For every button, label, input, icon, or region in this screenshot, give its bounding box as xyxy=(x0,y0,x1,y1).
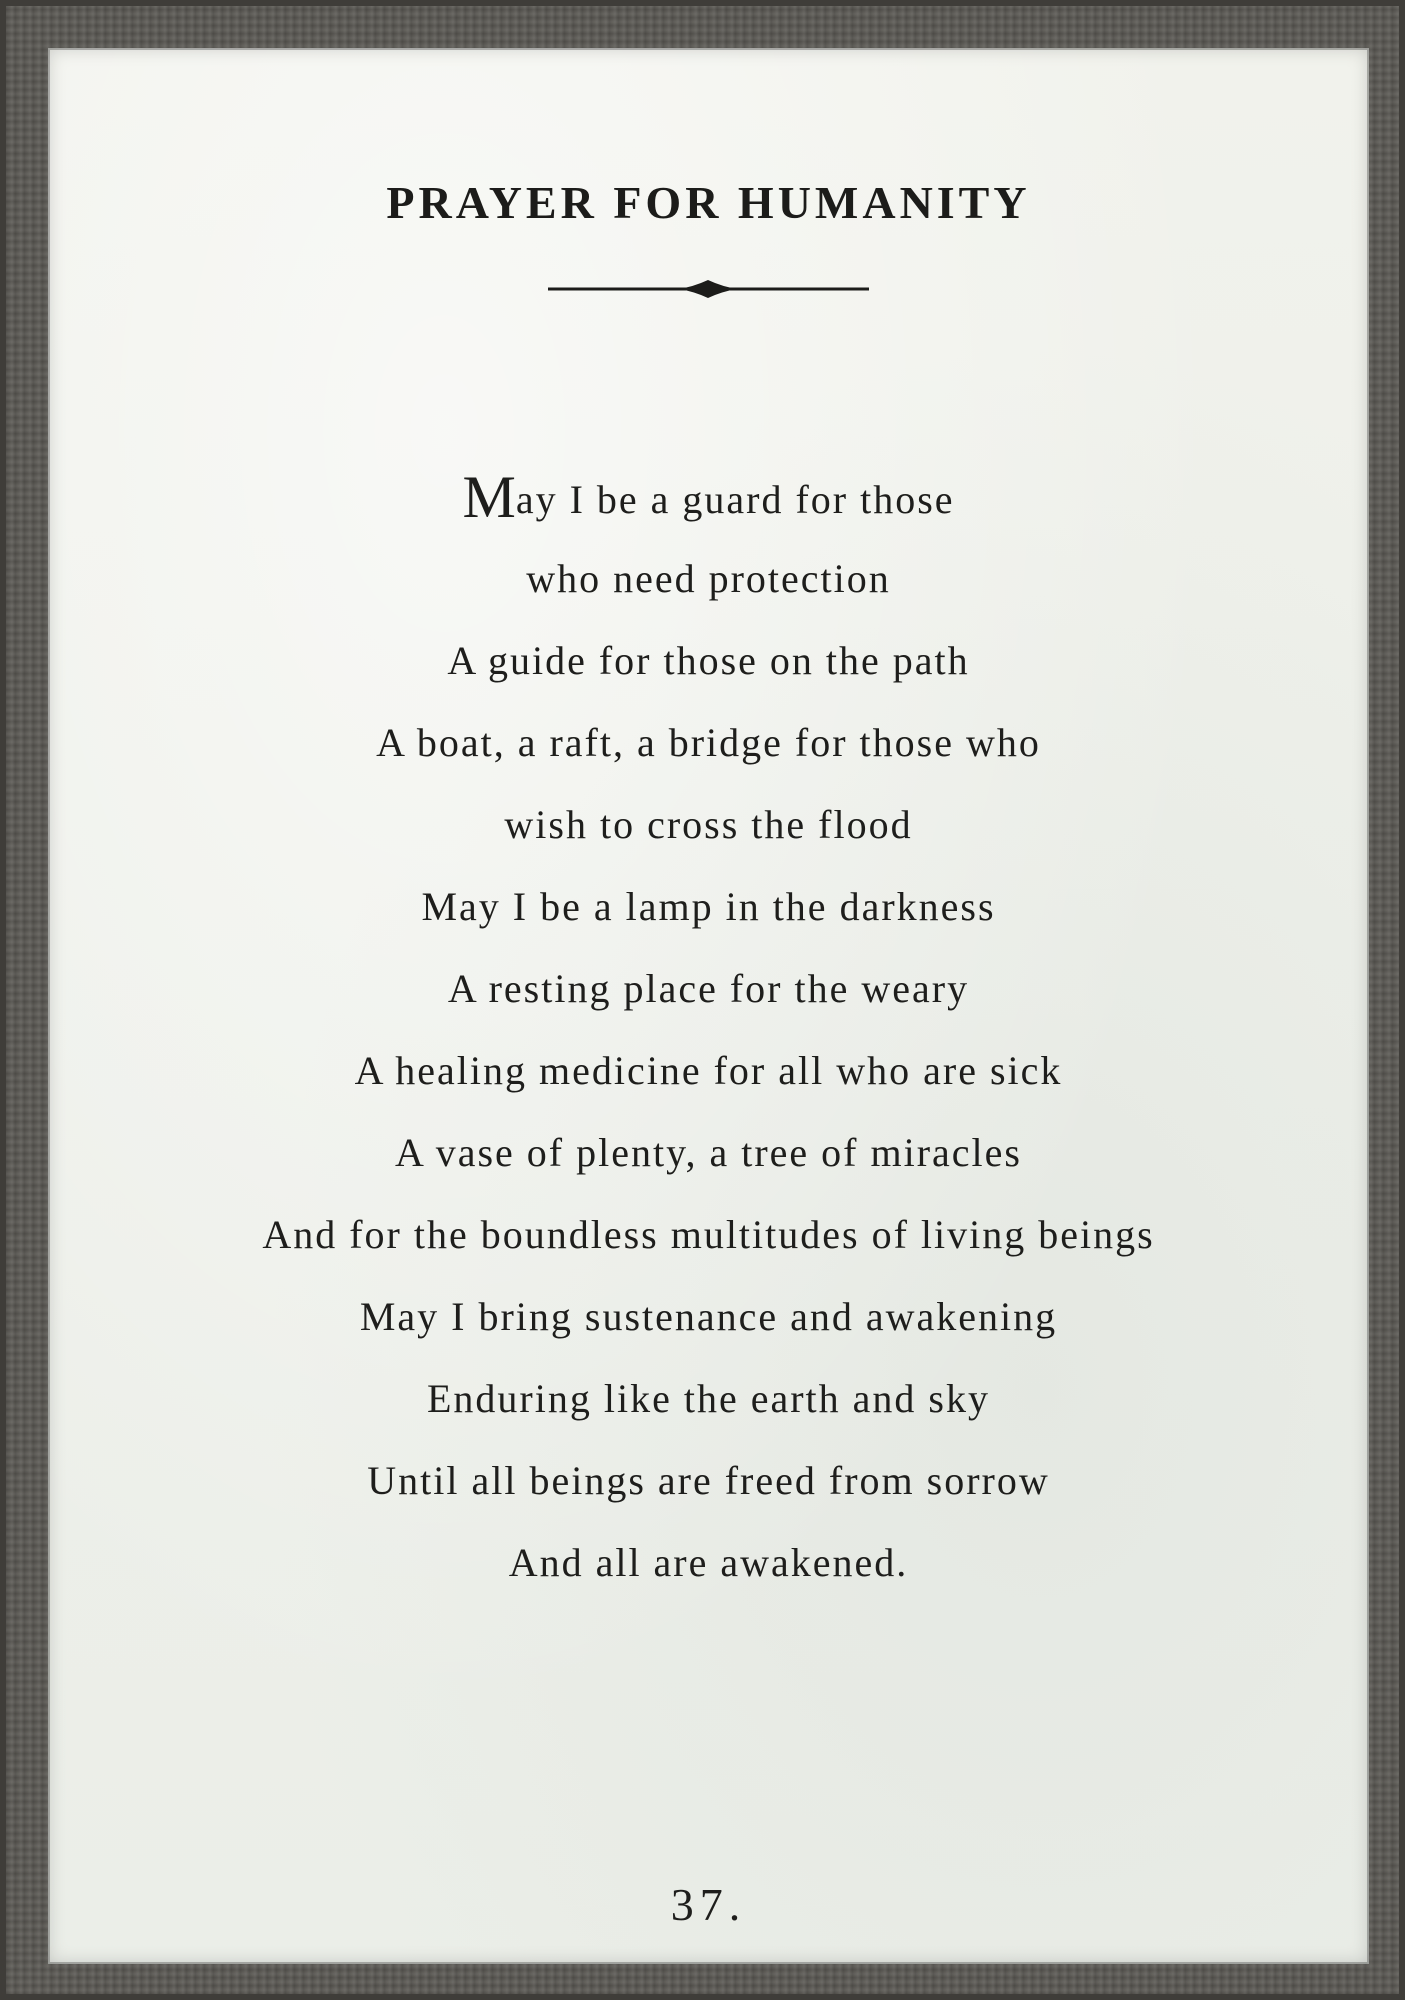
poem-line: A resting place for the weary xyxy=(447,966,970,1011)
poem-line: A guide for those on the path xyxy=(447,638,970,683)
page-number: 37. xyxy=(670,1879,747,1930)
poem-line: May I bring sustenance and awakening xyxy=(359,1294,1058,1339)
poem-line: Until all beings are freed from sorrow xyxy=(367,1458,1050,1503)
poem-line: wish to cross the flood xyxy=(504,802,913,847)
poem-line: A vase of plenty, a tree of miracles xyxy=(395,1130,1022,1175)
poem-line: A boat, a raft, a bridge for those who xyxy=(376,720,1041,765)
poem-line: May I be a lamp in the darkness xyxy=(421,884,996,929)
poem-line: And all are awakened. xyxy=(508,1540,909,1585)
poem-line: who need protection xyxy=(526,556,891,601)
poem-line-first xyxy=(48,456,1369,538)
poem-line-first-rest: ay I be a guard for those xyxy=(515,477,955,522)
poem-line: And for the boundless multitudes of living beings xyxy=(262,1212,1155,1257)
drop-cap: M xyxy=(462,464,516,530)
poem-line: A healing medicine for all who are sick xyxy=(354,1048,1063,1093)
diamond-divider-icon xyxy=(548,274,869,304)
poem-line: Enduring like the earth and sky xyxy=(427,1376,990,1421)
page-title: PRAYER FOR HUMANITY xyxy=(386,177,1031,228)
print-page xyxy=(48,48,1369,1964)
poem-body xyxy=(48,456,1369,1604)
